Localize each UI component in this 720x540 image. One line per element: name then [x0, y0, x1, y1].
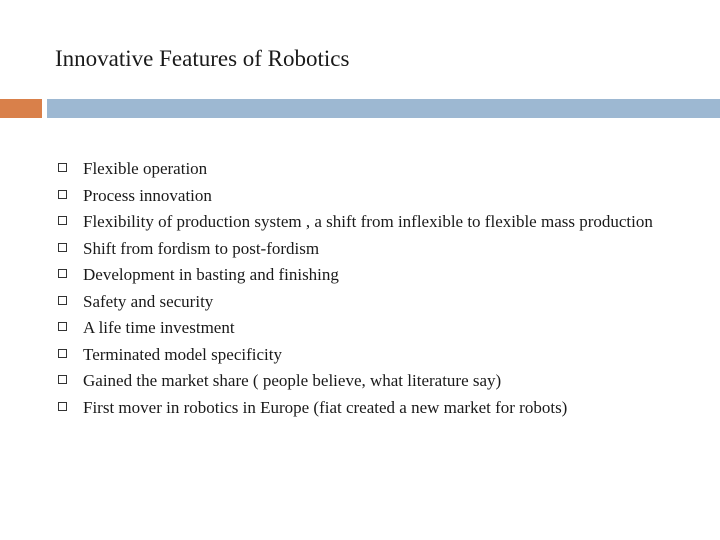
bullet-text: Safety and security: [83, 291, 214, 311]
square-bullet-icon: [58, 216, 67, 225]
bullet-item: [58, 397, 678, 418]
slide-title: Innovative Features of Robotics: [55, 46, 350, 71]
square-bullet-icon: [58, 322, 67, 331]
bullet-item: [58, 291, 678, 312]
bullet-item: [58, 238, 678, 259]
square-bullet-icon: [58, 296, 67, 305]
square-bullet-icon: [58, 163, 67, 172]
square-bullet-icon: [58, 243, 67, 252]
bullet-item: [58, 264, 678, 285]
bullet-text: Process innovation: [83, 185, 212, 205]
accent-bar-orange: [0, 99, 42, 118]
bullet-text: First mover in robotics in Europe (fiat created a new market for robots): [83, 397, 568, 417]
bullet-item: [58, 344, 678, 365]
bullet-text: Terminated model specificity: [83, 344, 282, 364]
bullet-text: Shift from fordism to post-fordism: [83, 238, 320, 258]
bullet-item: [58, 317, 678, 338]
bullet-text: Flexibility of production system , a shift from inflexible to flexible mass production: [83, 212, 653, 231]
bullet-text: Gained the market share ( people believe, what literature say): [83, 371, 502, 390]
square-bullet-icon: [58, 269, 67, 278]
square-bullet-icon: [58, 349, 67, 358]
bullet-text: A life time investment: [83, 318, 235, 337]
bullet-text: Development in basting and finishing: [83, 265, 339, 284]
bullet-text: Flexible operation: [83, 159, 208, 178]
square-bullet-icon: [58, 402, 67, 411]
bullet-item: [58, 211, 678, 232]
bullet-item: [58, 185, 678, 206]
square-bullet-icon: [58, 190, 67, 199]
bullet-item: [58, 158, 678, 179]
accent-bar-blue: [47, 99, 720, 118]
square-bullet-icon: [58, 375, 67, 384]
bullet-item: [58, 370, 678, 391]
bullet-list: [58, 158, 678, 423]
